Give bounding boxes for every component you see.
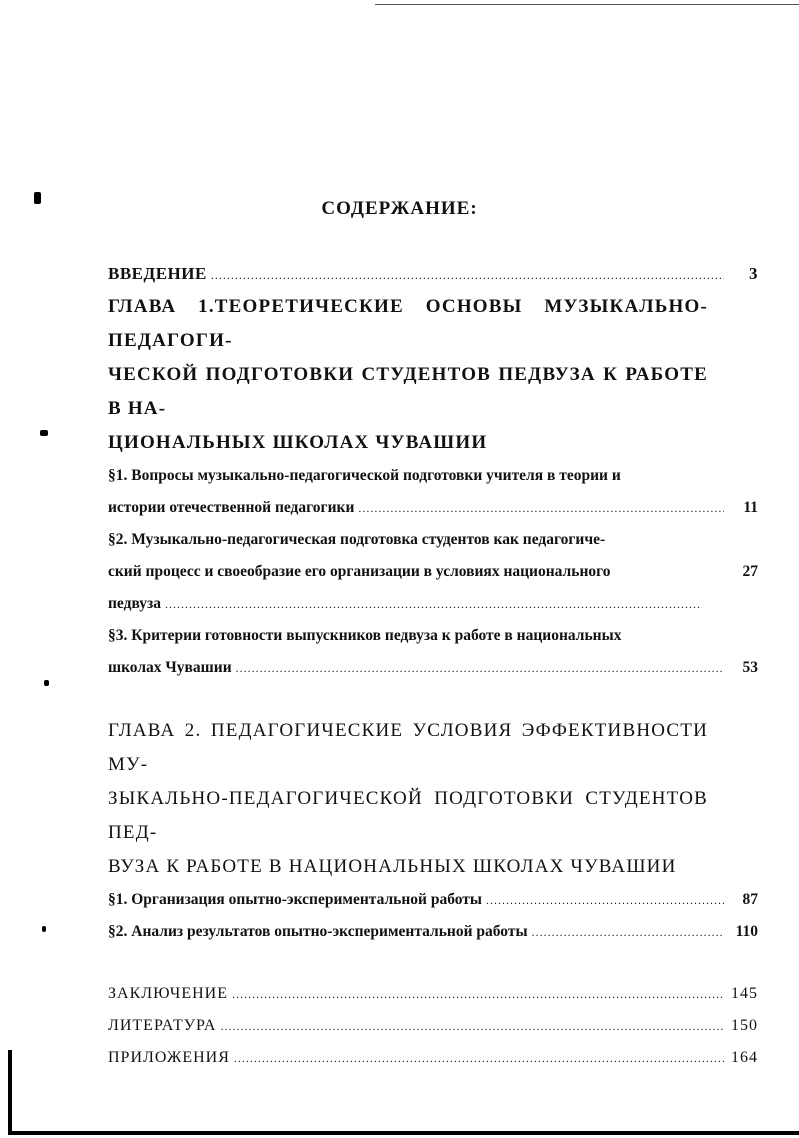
leader-dots <box>234 1042 724 1074</box>
leader-dots <box>211 259 724 291</box>
chapter-heading-line: ВУЗА К РАБОТЕ В НАЦИОНАЛЬНЫХ ШКОЛАХ ЧУВАШИИ <box>108 856 677 877</box>
toc-page-number: 145 <box>731 985 758 1002</box>
toc-page-number: 11 <box>743 499 758 516</box>
leader-dots <box>358 492 724 524</box>
toc-entry-literature <box>108 1010 758 1042</box>
leader-dots <box>236 652 724 684</box>
leader-dots <box>486 884 724 916</box>
toc-page-number: 150 <box>731 1017 758 1034</box>
chapter-2-heading <box>108 714 708 884</box>
toc-page-number: 27 <box>742 563 758 580</box>
section-title-line: ский процесс и своеобразие его организации в условиях национального <box>108 563 611 580</box>
toc-entry-label: §1. Организация опытно-экспериментальной работы <box>108 891 483 908</box>
toc-entry-ch2-section-1 <box>108 884 758 916</box>
toc-entry-label: ВВЕДЕНИЕ <box>108 264 207 283</box>
toc-entry-label: ЗАКЛЮЧЕНИЕ <box>108 985 228 1002</box>
toc-entry-ch1-section-2 <box>108 524 758 620</box>
scan-artifact-left-edge <box>8 1050 12 1134</box>
scan-artifact-top-line <box>375 4 799 5</box>
scan-speck <box>40 430 48 436</box>
toc-entry-ch2-section-2 <box>108 916 758 948</box>
toc-page-number: 87 <box>742 891 758 908</box>
chapter-heading-line: ГЛАВА 1.ТЕОРЕТИЧЕСКИЕ ОСНОВЫ МУЗЫКАЛЬНО-ПЕДАГОГИ- <box>108 296 708 351</box>
toc-entry-conclusion <box>108 978 758 1010</box>
toc-entry-appendices <box>108 1042 758 1074</box>
toc-page-number: 53 <box>742 659 758 676</box>
section-title-last-line: школах Чувашии <box>108 659 232 676</box>
toc-page-number: 164 <box>731 1049 758 1066</box>
toc-page-number: 3 <box>749 264 758 283</box>
section-title-line: §3. Критерии готовности выпускников педвуза к работе в национальных <box>108 627 622 644</box>
section-title-last-line: педвуза <box>108 595 162 612</box>
leader-dots <box>532 916 724 948</box>
chapter-heading-line: ЗЫКАЛЬНО-ПЕДАГОГИЧЕСКОЙ ПОДГОТОВКИ СТУДЕНТОВ ПЕД- <box>108 788 708 843</box>
chapter-heading-line: ЦИОНАЛЬНЫХ ШКОЛАХ ЧУВАШИИ <box>108 432 488 453</box>
section-title-line: §1. Вопросы музыкально-педагогической подготовки учителя в теории и <box>108 467 621 484</box>
scan-speck <box>44 680 49 686</box>
scan-speck <box>42 926 46 932</box>
toc-entry-ch1-section-3 <box>108 620 758 684</box>
leader-dots <box>232 978 724 1010</box>
toc-entry-label: ЛИТЕРАТУРА <box>108 1017 217 1034</box>
section-title-line: §2. Музыкально-педагогическая подготовка студентов как педагогиче- <box>108 531 606 548</box>
chapter-heading-line: ЧЕСКОЙ ПОДГОТОВКИ СТУДЕНТОВ ПЕДВУЗА К РАБОТЕ В НА- <box>108 364 708 419</box>
chapter-1-heading <box>108 290 708 460</box>
section-title-last-line: истории отечественной педагогики <box>108 499 355 516</box>
leader-dots <box>165 588 702 620</box>
scan-artifact-bottom-edge <box>8 1131 799 1135</box>
toc-entry-ch1-section-1 <box>108 460 758 524</box>
toc-entry-intro <box>108 258 758 290</box>
table-of-contents <box>108 258 758 1074</box>
toc-entry-label: ПРИЛОЖЕНИЯ <box>108 1049 230 1066</box>
chapter-heading-line: ГЛАВА 2. ПЕДАГОГИЧЕСКИЕ УСЛОВИЯ ЭФФЕКТИВНОСТИ МУ- <box>108 720 708 775</box>
page-title: СОДЕРЖАНИЕ: <box>321 198 478 219</box>
leader-dots <box>220 1010 724 1042</box>
toc-entry-label: §2. Анализ результатов опытно-экспериментальной работы <box>108 923 528 940</box>
toc-page-number: 110 <box>735 923 758 940</box>
